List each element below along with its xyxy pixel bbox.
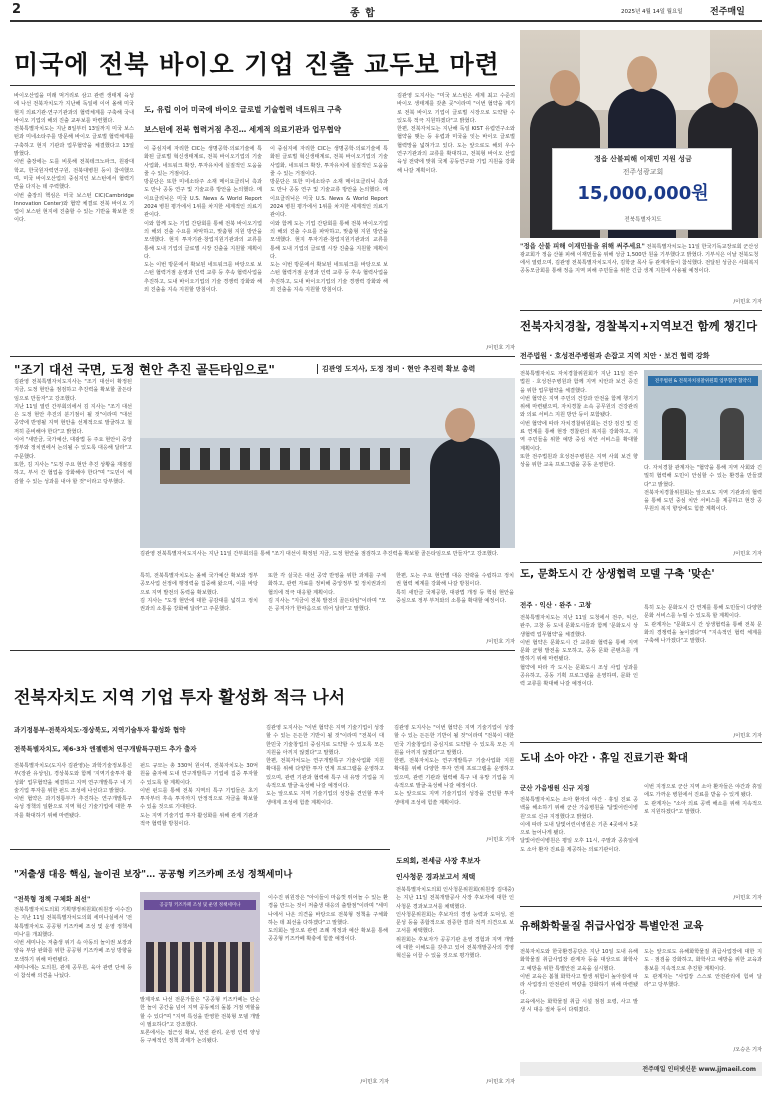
kids-byline: /이민호 기자: [360, 1079, 389, 1085]
election-col4: 한편, 도는 주요 현안별 대응 전략을 수립하고 정치권 협력 체계를 강화해 나갈 방침이다. 특히 새만금 국제공항, 대광법 개정 등 핵심 현안을 중심으로 정부 부처와의 소통을 확대할 예정이다.: [396, 573, 514, 604]
election-top-rule: [10, 356, 515, 357]
donation-byline: /이민호 기자: [733, 299, 762, 305]
election-headline: "조기 대선 국면, 도정 현안 추진 골든타임으로": [14, 362, 275, 377]
kids-col1: 전북특별자치도의회 기획행정위원회(위원장 이수진)는 지난 11일 전북특별자치도의회 세미나실에서 '전북특별자치도 공공형 키즈카페 조성 및 운영 정책세미나'를 개최했다. 이번 세미나는 저출생 위기 속 아동의 놀이권 보장과 양육 부담 완화를 위한 공공형 키즈카페 조성 방향을 모색하기 위해 마련됐다. 세미나에는 도의원, 관계 공무원, 육아 관련 단체 등이 참석해 의견을 나눴다.: [14, 907, 132, 980]
police-text-2: 다. 자치경찰 관계자는 "협약을 통해 지역 사회와 긴밀히 협력해 도민이 안심할 수 있는 환경을 만들겠다"고 밝혔다. 전북자치경찰위원회는 앞으로도 지역 기관과의 협력을 통해 도민 중심 치안 서비스를 제공하고 현장 공무원의 복지 향상에도 힘쓸 계획이다.: [644, 465, 762, 513]
election-subhead: 김관영 도지사, 도정 정비 · 현안 추진력 확보 총력: [317, 364, 517, 374]
night-col2: 이번 지정으로 군산 지역 소아 환자들은 야간과 휴일에도 가까운 병원에서 진료를 받을 수 있게 됐다. 도 관계자는 "소아 의료 공백 해소를 위해 지속적으로 지원하겠다"고 말했다.: [644, 784, 762, 815]
board-footer: 전북특별자치도: [624, 217, 662, 223]
main-headline: 미국에 전북 바이오 기업 진출 교두보 마련: [14, 50, 500, 79]
footer-text[interactable]: 전주매일 인터넷신문 www.jjmaeil.com: [642, 1066, 756, 1073]
police-person-2: [720, 408, 744, 460]
culture-byline: /이민호 기자: [733, 733, 762, 739]
donation-rule: [520, 310, 762, 311]
fund-subhead-2: 전북특별자치도, 제6-3차 엔젤벤처 연구개발특구펀드 추가 출자: [14, 745, 197, 753]
night-byline: /이민호 기자: [733, 895, 762, 901]
speaker-head: [445, 408, 475, 442]
board-church: 전주성광교회: [622, 168, 664, 176]
night-col1: 전북특별자치도는 소아 환자의 야간 · 휴일 진료 공백을 해소하기 위해 군산 가음병원을 '달빛어린이병원'으로 신규 지정했다고 밝혔다. 이에 따라 도내 달빛어린이병원은 기존 4곳에서 5곳으로 늘어나게 됐다. 달빛어린이병원은 평일 오후 11시, 주말과 공휴일에도 소아 환자 진료를 제공하는 의료기관이다.: [520, 797, 638, 853]
person-right-head: [708, 72, 738, 108]
person-left-head: [550, 70, 580, 106]
cert-byline: /이민호 기자: [486, 1079, 515, 1085]
police-text: 전북특별자치도 자치경찰위원회가 지난 11일 전주법원 · 호성전주병원과 함께 지역 치안과 보건 증진을 위한 업무협약을 체결했다. 이번 협약은 지역 주민의 건강과 안전을 함께 챙기기 위해 마련됐으며, 자치경찰 소속 공무원의 건강관리와 의료 서비스 지원 방안 등이 포함됐다. 이번 협약에 따라 자치경찰위원회는 건강 검진 및 진료 연계를 통해 현장 경찰관의 복지를 강화하고, 지역 주민들을 위한 예방 중심 치안 서비스를 확대할 계획이다. 또한 전주법원과 호성전주병원은 지역 사회 보건 향상을 위한 교육 프로그램을 공동 운영한다.: [520, 371, 638, 469]
election-photo-caption: 김관영 전북특별자치도지사는 지난 11일 간부회의를 통해 "조기 대선이 확정된 지금, 도정 현안을 점검하고 추진력을 확보할 골든타임으로 만들자"고 강조했다.: [140, 551, 499, 557]
election-photo: [140, 378, 515, 548]
chem-rule: [520, 942, 762, 943]
kids-col3: 이수진 위원장은 "아이들이 마음껏 뛰어놀 수 있는 환경을 만드는 것이 저출생 대응의 출발점"이라며 "세미나에서 나온 의견을 바탕으로 전북형 정책을 구체화하는 데 최선을 다하겠다"고 말했다. 도의회는 앞으로 관련 조례 개정과 예산 확보를 통해 공공형 키즈카페 확충에 힘쓸 예정이다.: [268, 895, 388, 943]
chem-col2: 도는 앞으로도 유해화학물질 취급사업장에 대한 지도 · 점검을 강화하고, 화학사고 예방을 위한 교육과 홍보를 지속적으로 추진할 계획이다. 도 관계자는 "사업장 스스로 안전관리에 힘써 달라"고 당부했다.: [644, 949, 762, 989]
main-col3: 이 중심지에 자리한 CIC는 생명공학·의료기술에 특화된 글로벌 혁신생태계로, 전북 바이오기업의 기술사업화, 네트워크 확장, 투자유치에 실질적인 도움을 줄 수 있는 거점이다. 방문단은 또한 미네소타주 소재 메이요클리닉 측과도 만나 공동 연구 및 기술교류 방안을 논의했다. 메이요클리닉은 미국 U.S. News & World Report 2024 병원 평가에서 1위를 차지한 세계적인 의료기관이다. 이와 함께 도는 기업 간담회를 통해 전북 바이오기업의 해외 진출 수요를 파악하고, 맞춤형 지원 방안을 모색했다. 현지 투자기관·창업지원기관과의 교류를 통해 도내 기업의 글로벌 시장 진출을 지원할 계획이다. 도는 이번 방문에서 확보된 네트워크를 바탕으로 보스턴 협력거점 운영과 인력 교류 등 후속 협력사업을 추진하고, 도내 바이오기업의 기술 경쟁력 강화와 해외 진출을 지속 지원할 방침이다.: [270, 146, 388, 294]
meeting-people: [160, 448, 410, 470]
police-headline: 전북자치경찰, 경찰복지+지역보건 함께 챙긴다: [520, 319, 758, 333]
culture-rule: [520, 742, 762, 743]
cert-subhead: 인사청문 경과보고서 채택: [396, 873, 476, 881]
kids-photo: [140, 892, 260, 992]
fund-col2: 펀드 규모는 총 330억 원이며, 전북자치도는 30억 원을 출자해 도내 연구개발특구 기업에 집중 투자할 수 있도록 할 계획이다. 이번 펀드를 통해 전북 지역의 특구 기업들은 초기 투자부터 후속 투자까지 안정적으로 자금을 확보할 수 있을 것으로 기대된다. 도는 지역 기술기업 투자 활성화를 위해 관계 기관과 적극 협력할 방침이다.: [140, 763, 258, 828]
kids-subhead: "전북형 정책 구체화 최선": [14, 895, 91, 903]
police-subhead: 전주법원 · 호성전주병원과 손잡고 지역 치안 · 보건 협력 강화: [520, 352, 710, 360]
main-byline: /이민호 기자: [486, 345, 515, 351]
fund-top-rule: [10, 650, 515, 651]
donation-caption-box: [520, 242, 762, 298]
page-header: [0, 0, 772, 22]
main-col2: 이 중심지에 자리한 CIC는 생명공학·의료기술에 특화된 글로벌 혁신생태계로, 전북 바이오기업의 기술사업화, 네트워크 확장, 투자유치에 실질적인 도움을 줄 수 있는 거점이다. 방문단은 또한 미네소타주 소재 메이요클리닉 측과도 만나 공동 연구 및 기술교류 방안을 논의했다. 메이요클리닉은 미국 U.S. News & World Report 2024 병원 평가에서 1위를 차지한 세계적인 의료기관이다. 이와 함께 도는 기업 간담회를 통해 전북 바이오기업의 해외 진출 수요를 파악하고, 맞춤형 지원 방안을 모색했다. 현지 투자기관·창업지원기관과의 교류를 통해 도내 기업의 글로벌 시장 진출을 지원할 계획이다. 도는 이번 방문에서 확보된 네트워크를 바탕으로 보스턴 협력거점 운영과 인력 교류 등 후속 협력사업을 추진하고, 도내 바이오기업의 기술 경쟁력 강화와 해외 진출을 지속 지원할 방침이다.: [144, 146, 262, 294]
section-label: 종 합: [350, 8, 376, 19]
police-photo: [644, 370, 762, 460]
kids-col2: 발제자로 나선 전문가들은 "공공형 키즈카페는 단순한 놀이 공간을 넘어 지역 공동체의 돌봄 거점 역할을 할 수 있다"며 "지역 특성을 반영한 전북형 모델 개발이 필요하다"고 강조했다. 토론에서는 접근성 확보, 안전 관리, 운영 인력 양성 등 구체적인 정책 과제가 논의됐다.: [140, 997, 260, 1045]
main-headline-rule: [10, 85, 515, 86]
donation-photo: [520, 30, 762, 238]
police-rule: [520, 562, 762, 563]
culture-subhead: 전주 · 익산 · 완주 · 고창: [520, 601, 592, 609]
culture-col2: 특히 도는 문화도시 간 연계를 통해 도민들이 다양한 문화 서비스를 누릴 수 있도록 할 계획이다. 도 관계자는 "문화도시 간 상생협력을 통해 전북 문화의 경쟁력을 높이겠다"며 "지속적인 협력 체계를 구축해 나가겠다"고 말했다.: [644, 605, 762, 645]
page-number: 2: [12, 2, 22, 17]
person-center-head: [627, 56, 657, 92]
culture-headline: 도, 문화도시 간 상생협력 모델 구축 '맞손': [520, 568, 715, 580]
issue-date: 2025년 4월 14일 월요일: [621, 9, 683, 15]
election-col2: 특히, 전북특별자치도는 올해 국가예산 확보와 정부 공모사업 선정에 행정력을 집중해 왔으며, 이를 바탕으로 지역 발전의 동력을 확보했다. 김 지사는 "도정 현안에 대한 공감대를 넓히고 정치권과의 소통을 강화해 달라"고 주문했다.: [140, 573, 258, 613]
night-rule: [520, 906, 762, 907]
main-subhead-1: 도, 유럽 이어 미국에 바이오 글로벌 기술협력 네트워크 구축: [144, 105, 342, 114]
fund-col1: 전북특별자치도(도지사 김관영)는 과학기술정보통신부(장관 유상임), 경상북도와 함께 '지역기술투자 활성화' 업무협약을 체결하고 지역 연구개발특구 내 기술기업 투자를 위한 펀드 조성에 나선다고 밝혔다. 이번 협약은 과기정통부가 추진하는 연구개발특구 육성 정책의 일환으로 지역 혁신 기술기업에 대한 투자를 확대하기 위해 마련됐다.: [14, 763, 132, 819]
board-amount: 15,000,000원: [577, 183, 709, 204]
donation-caption-text: 전북특별자치도는 11일 한국기독교장로회 군산성광교회가 정읍 산불 피해 이재민들을 위해 성금 1,500만 원을 기부했다고 밝혔다. 기부식은 이날 전북도청에서 열렸으며, 김관영 전북특별자치도지사, 김학균 목사 등 관계자들이 참석했다. 전달된 성금은 사회복지공동모금회를 통해 정읍 지역 피해 주민들을 위한 긴급 생계 지원에 사용될 예정이다.: [520, 244, 759, 274]
donation-caption: [520, 242, 762, 298]
chem-byline: /오승은 기자: [733, 1047, 762, 1053]
fund-byline: /이민호 기자: [486, 837, 515, 843]
election-col3: 또한 각 실국은 대선 공약 반영을 위한 과제를 구체화하고, 관련 자료를 정비해 중앙정부 및 정치권과의 협의에 적극 대응할 계획이다. 김 지사는 "지금이 전북 발전의 골든타임"이라며 "모든 공직자가 한마음으로 뛰어 달라"고 말했다.: [268, 573, 386, 613]
main-sub-rule: [144, 140, 389, 141]
election-text: 김관영 전북특별자치도지사는 "조기 대선이 확정된 지금, 도정 현안을 점검하고 추진력을 확보할 골든타임으로 만들자"고 강조했다. 지난 11일 열린 간부회의에서 김 지사는 "조기 대선은 도정 현안 추진의 분기점이 될 것"이라며 "대선 공약에 반영될 지역 현안을 선제적으로 발굴하고 철저히 준비해야 한다"고 밝혔다. 이어 "새만금, 국가예산, 대광법 등 주요 현안이 중앙정부와 정치권에서 논의될 수 있도록 대응해 달라"고 주문했다. 또한, 김 지사는 "도정 주요 현안 추진 상황을 재점검하고, 부서 간 협업을 강화해야 한다"며 "도민이 체감할 수 있는 성과를 내야 할 것"이라고 당부했다.: [14, 379, 132, 485]
fund-col4: 김관영 도지사는 "이번 협약은 지역 기술기업이 성장할 수 있는 든든한 기반이 될 것"이라며 "전북이 대한민국 기술창업의 중심지로 도약할 수 있도록 모든 지원을 아끼지 않겠다"고 말했다. 한편, 전북자치도는 연구개발특구 기술사업화 지원 확대를 위해 다양한 투자 연계 프로그램을 운영하고 있으며, 관련 기관과 협력해 특구 내 유망 기업을 지속적으로 발굴·육성해 나갈 예정이다. 도는 앞으로도 지역 기술기업의 성장을 견인할 투자 생태계 조성에 힘쓸 계획이다.: [394, 725, 514, 806]
paper-name: 전주매일: [710, 7, 745, 17]
kids-group: [146, 942, 254, 992]
police-person-1: [662, 408, 686, 460]
culture-col1: 전북특별자치도는 지난 11일 도청에서 전주, 익산, 완주, 고창 등 도내 문화도시들과 함께 '문화도시 상생협력 업무협약'을 체결했다. 이번 협약은 문화도시 간 교류와 협력을 통해 지역 문화 균형 발전을 도모하고, 공동 문화 콘텐츠를 개발하기 위해 마련됐다. 협약에 따라 각 도시는 문화도시 조성 사업 성과를 공유하고, 공동 기획 프로그램을 운영하며, 문화 인력 교류를 확대해 나갈 예정이다.: [520, 615, 638, 688]
main-col1: 바이오산업을 미래 먹거리로 삼고 관련 생태계 육성에 나선 전북자치도가 지난해 독일에 이어 올해 미국 현지 의료기관·연구기관과의 협력체계를 구축해 국내 바이오 기업의 해외 진출 교두보를 마련했다. 전북특별자치도는 지난 8일부터 13일까지 미국 보스턴과 미네소타주를 방문해 바이오 글로벌 협력체계를 구축하고 현지 기관과 업무협약을 체결했다고 13일 밝혔다. 이번 출장에는 도를 비롯해 전북테크노파크, 원광대학교, 한국원자력연구원, 전북대병원 등이 참여했으며, 미국 바이오산업의 중심지인 보스턴에서 협력기반을 다지는 데 주력했다. 이번 출장의 핵심은 미국 보스턴 CIC(Cambridge Innovation Center)와 협약 체결로 전북 바이오 기업이 보스턴 현지에 진출할 수 있는 기반을 확보한 것이다.: [14, 93, 134, 224]
main-subhead-2: 보스턴에 전북 협력거점 추진… 세계적 의료기관과 업무협약: [144, 125, 342, 134]
night-headline: 도내 소아 야간 · 휴일 진료기관 확대: [520, 752, 688, 764]
speaker: [430, 438, 500, 548]
election-byline: /이민호 기자: [486, 639, 515, 645]
police-banner: 전주법원 & 전북자치경찰위원회 업무협약 협약식: [648, 376, 758, 386]
fund-subhead-1: 과기정통부-전북자치도·경상북도, 지역기술투자 활성화 협약: [14, 726, 186, 734]
police-byline: /이민호 기자: [733, 551, 762, 557]
fund-col3: 김관영 도지사는 "이번 협약은 지역 기술기업이 성장할 수 있는 든든한 기반이 될 것"이라며 "전북이 대한민국 기술창업의 중심지로 도약할 수 있도록 모든 지원을 아끼지 않겠다"고 말했다. 한편, 전북자치도는 연구개발특구 기술사업화 지원 확대를 위해 다양한 투자 연계 프로그램을 운영하고 있으며, 관련 기관과 협력해 특구 내 유망 기업을 지속적으로 발굴·육성해 나갈 예정이다. 도는 앞으로도 지역 기술기업의 성장을 견인할 투자 생태계 조성에 힘쓸 계획이다.: [266, 725, 384, 806]
kids-headline: "저출생 대응 핵심, 놀이권 보장"… 공공형 키즈카페 조성 정책세미나: [14, 869, 293, 880]
chem-col1: 전북자치도와 한국환경공단은 지난 10일 도내 유해화학물질 취급사업장 관계자 등을 대상으로 화학사고 예방을 위한 특별안전 교육을 실시했다. 이번 교육은 봄철 화학사고 발생 위험이 높아짐에 따라 사업장의 안전관리 역량을 강화하기 위해 마련됐다. 교육에서는 화학물질 취급 시설 점검 요령, 사고 발생 시 대응 절차 등이 다뤄졌다.: [520, 949, 638, 1014]
main-col4: 김관영 도지사는 "미국 보스턴은 세계 최고 수준의 바이오 생태계를 갖춘 곳"이라며 "이번 협약을 계기로 전북 바이오 기업이 글로벌 시장으로 도약할 수 있도록 적극 지원하겠다"고 밝혔다. 한편, 전북자치도는 지난해 독일 KIST 유럽연구소와 협약을 맺는 등 유럽과 미국을 잇는 바이오 글로벌 협력망을 넓혀가고 있다. 도는 앞으로도 해외 우수 연구기관과의 교류를 확대하고, 전북형 바이오 산업 육성 전략에 맞춰 국제 공동연구와 기업 지원을 강화해 나갈 계획이다.: [397, 93, 515, 174]
cert-headline: 도의회, 전세금 사장 후보자: [396, 857, 481, 865]
chem-headline: 유해화학물질 취급사업장 특별안전 교육: [520, 920, 704, 932]
kids-top-rule: [10, 849, 390, 850]
night-subhead: 군산 가음병원 신규 지정: [520, 784, 590, 792]
kids-banner: 공공형 키즈카페 조성 및 운영 정책세미나: [144, 900, 256, 910]
donation-board: [552, 148, 732, 230]
meeting-table: [160, 468, 410, 484]
footer-bar: [520, 1062, 762, 1076]
header-rule: [10, 20, 762, 22]
fund-headline: 전북자치도 지역 기업 투자 활성화 적극 나서: [14, 688, 346, 708]
police-sub-rule: [520, 364, 762, 365]
cert-text: 전북특별자치도의회 인사청문위원회(위원장 김대중)는 지난 11일 전북개발공사 사장 후보자에 대한 인사청문 경과보고서를 채택했다. 인사청문위원회는 후보자의 경영 능력과 도덕성, 전문성 등을 종합적으로 검증한 결과 적격 의견으로 보고서를 채택했다. 위원회는 후보자가 공공기관 운영 경험과 지역 개발에 대한 이해도를 갖추고 있어 전북개발공사의 경영 혁신을 이끌 수 있을 것으로 평가했다.: [396, 887, 514, 960]
board-title: 정읍 산불피해 이재민 지원 성금: [594, 155, 692, 163]
donation-caption-title: "정읍 산불 피해 이재민들을 위해 써주세요": [520, 242, 645, 250]
